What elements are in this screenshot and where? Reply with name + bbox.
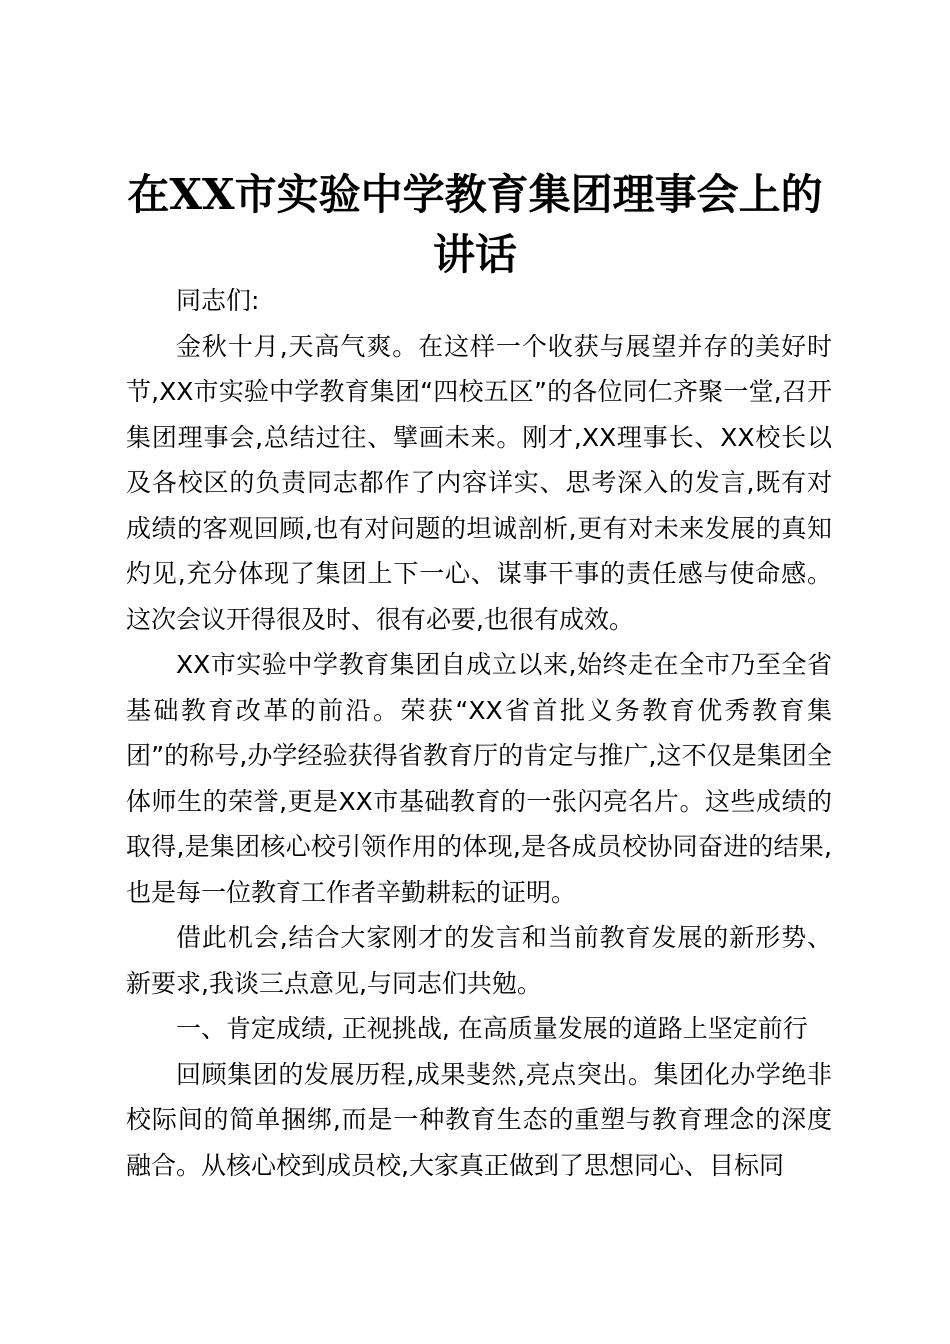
document-body [126, 278, 832, 1188]
paragraph-review: 回顾集团的发展历程,成果斐然,亮点突出。集团化办学绝非校际间的简单捆绑,而是一种教育生态的重塑与教育理念的深度融合。从核心校到成员校,大家真正做到了思想同心、目标同 [126, 1059, 832, 1180]
paragraph-achievements: XX市实验中学教育集团自成立以来,始终走在全市乃至全省基础教育改革的前沿。荣获“XX省首批义务教育优秀教育集团”的称号,办学经验获得省教育厅的肯定与推广,这不仅是集团全体师生的荣誉,更是XX市基础教育的一张闪亮名片。这些成绩的取得,是集团核心校引领作用的体现,是各成员校协同奋进的结果,也是每一位教育工作者辛勤耕耘的证明。 [126, 650, 832, 907]
document-title: 在XX市实验中学教育集团理事会上的讲话 [127, 170, 823, 279]
salutation: 同志们: [176, 286, 260, 315]
section-heading-1: 一、肯定成绩, 正视挑战, 在高质量发展的道路上坚定前行 [176, 1014, 808, 1043]
paragraph-opening: 金秋十月,天高气爽。在这样一个收获与展望并存的美好时节,XX市实验中学教育集团“四校五区”的各位同仁齐聚一堂,召开集团理事会,总结过往、擘画未来。刚才,XX理事长、XX校长以及各校区的负责同志都作了内容详实、思考深入的发言,既有对成绩的客观回顾,也有对问题的坦诚剖析,更有对未来发展的真知灼见,充分体现了集团上下一心、谋事干事的责任感与使命感。这次会议开得很及时、很有必要,也很有成效。 [126, 331, 832, 634]
paragraph-transition: 借此机会,结合大家刚才的发言和当前教育发展的新形势、新要求,我谈三点意见,与同志们共勉。 [126, 923, 832, 998]
